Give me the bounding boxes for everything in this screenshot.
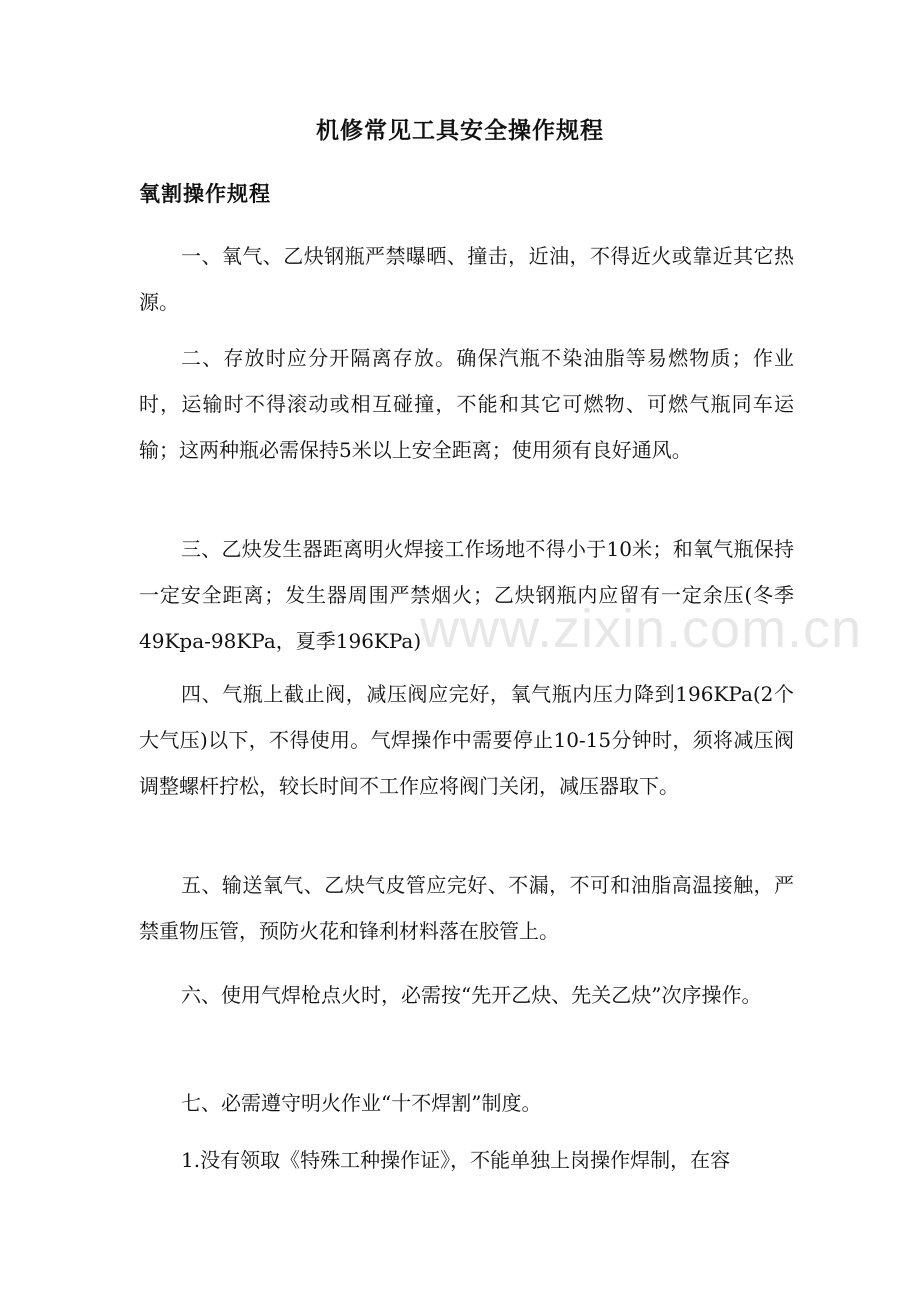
paragraph-5: 五、输送氧气、乙炔气皮管应完好、不漏，不可和油脂高温接触，严禁重物压管，预防火花和锋利材料落在胶管上。 [139,873,794,943]
section-heading: 氧割操作规程 [139,181,271,206]
document-title: 机修常见工具安全操作规程 [316,117,604,144]
watermark: www.zixin.com.cn [420,599,863,659]
paragraph-7: 七、必需遵守明火作业“十不焊割”制度。 [181,1091,542,1115]
paragraph-8: 1.没有领取《特殊工种操作证》，不能单独上岗操作焊制，在容 [181,1148,731,1172]
paragraph-2: 二、存放时应分开隔离存放。确保汽瓶不染油脂等易燃物质；作业时，运输时不得滚动或相互碰撞，不能和其它可燃物、可燃气瓶同车运输；这两种瓶必需保持5米以上安全距离；使用须有良好通风。 [139,346,794,462]
paragraph-4: 四、气瓶上截止阀，减压阀应完好，氧气瓶内压力降到196KPa(2个大气压)以下，不得使用。气焊操作中需要停止10-15分钟时，须将减压阀调整螺杆拧松，较长时间不工作应将阀门关闭，减压器取下。 [139,682,794,798]
paragraph-3: 三、乙炔发生器距离明火焊接工作场地不得小于10米；和氧气瓶保持一定安全距离；发生器周围严禁烟火；乙炔钢瓶内应留有一定余压(冬季49Kpa-98KPa，夏季196KPa) [139,537,794,653]
paragraph-1: 一、氧气、乙炔钢瓶严禁曝晒、撞击，近油，不得近火或靠近其它热源。 [139,244,794,314]
paragraph-6: 六、使用气焊枪点火时，必需按“先开乙炔、先关乙炔”次序操作。 [181,983,762,1007]
